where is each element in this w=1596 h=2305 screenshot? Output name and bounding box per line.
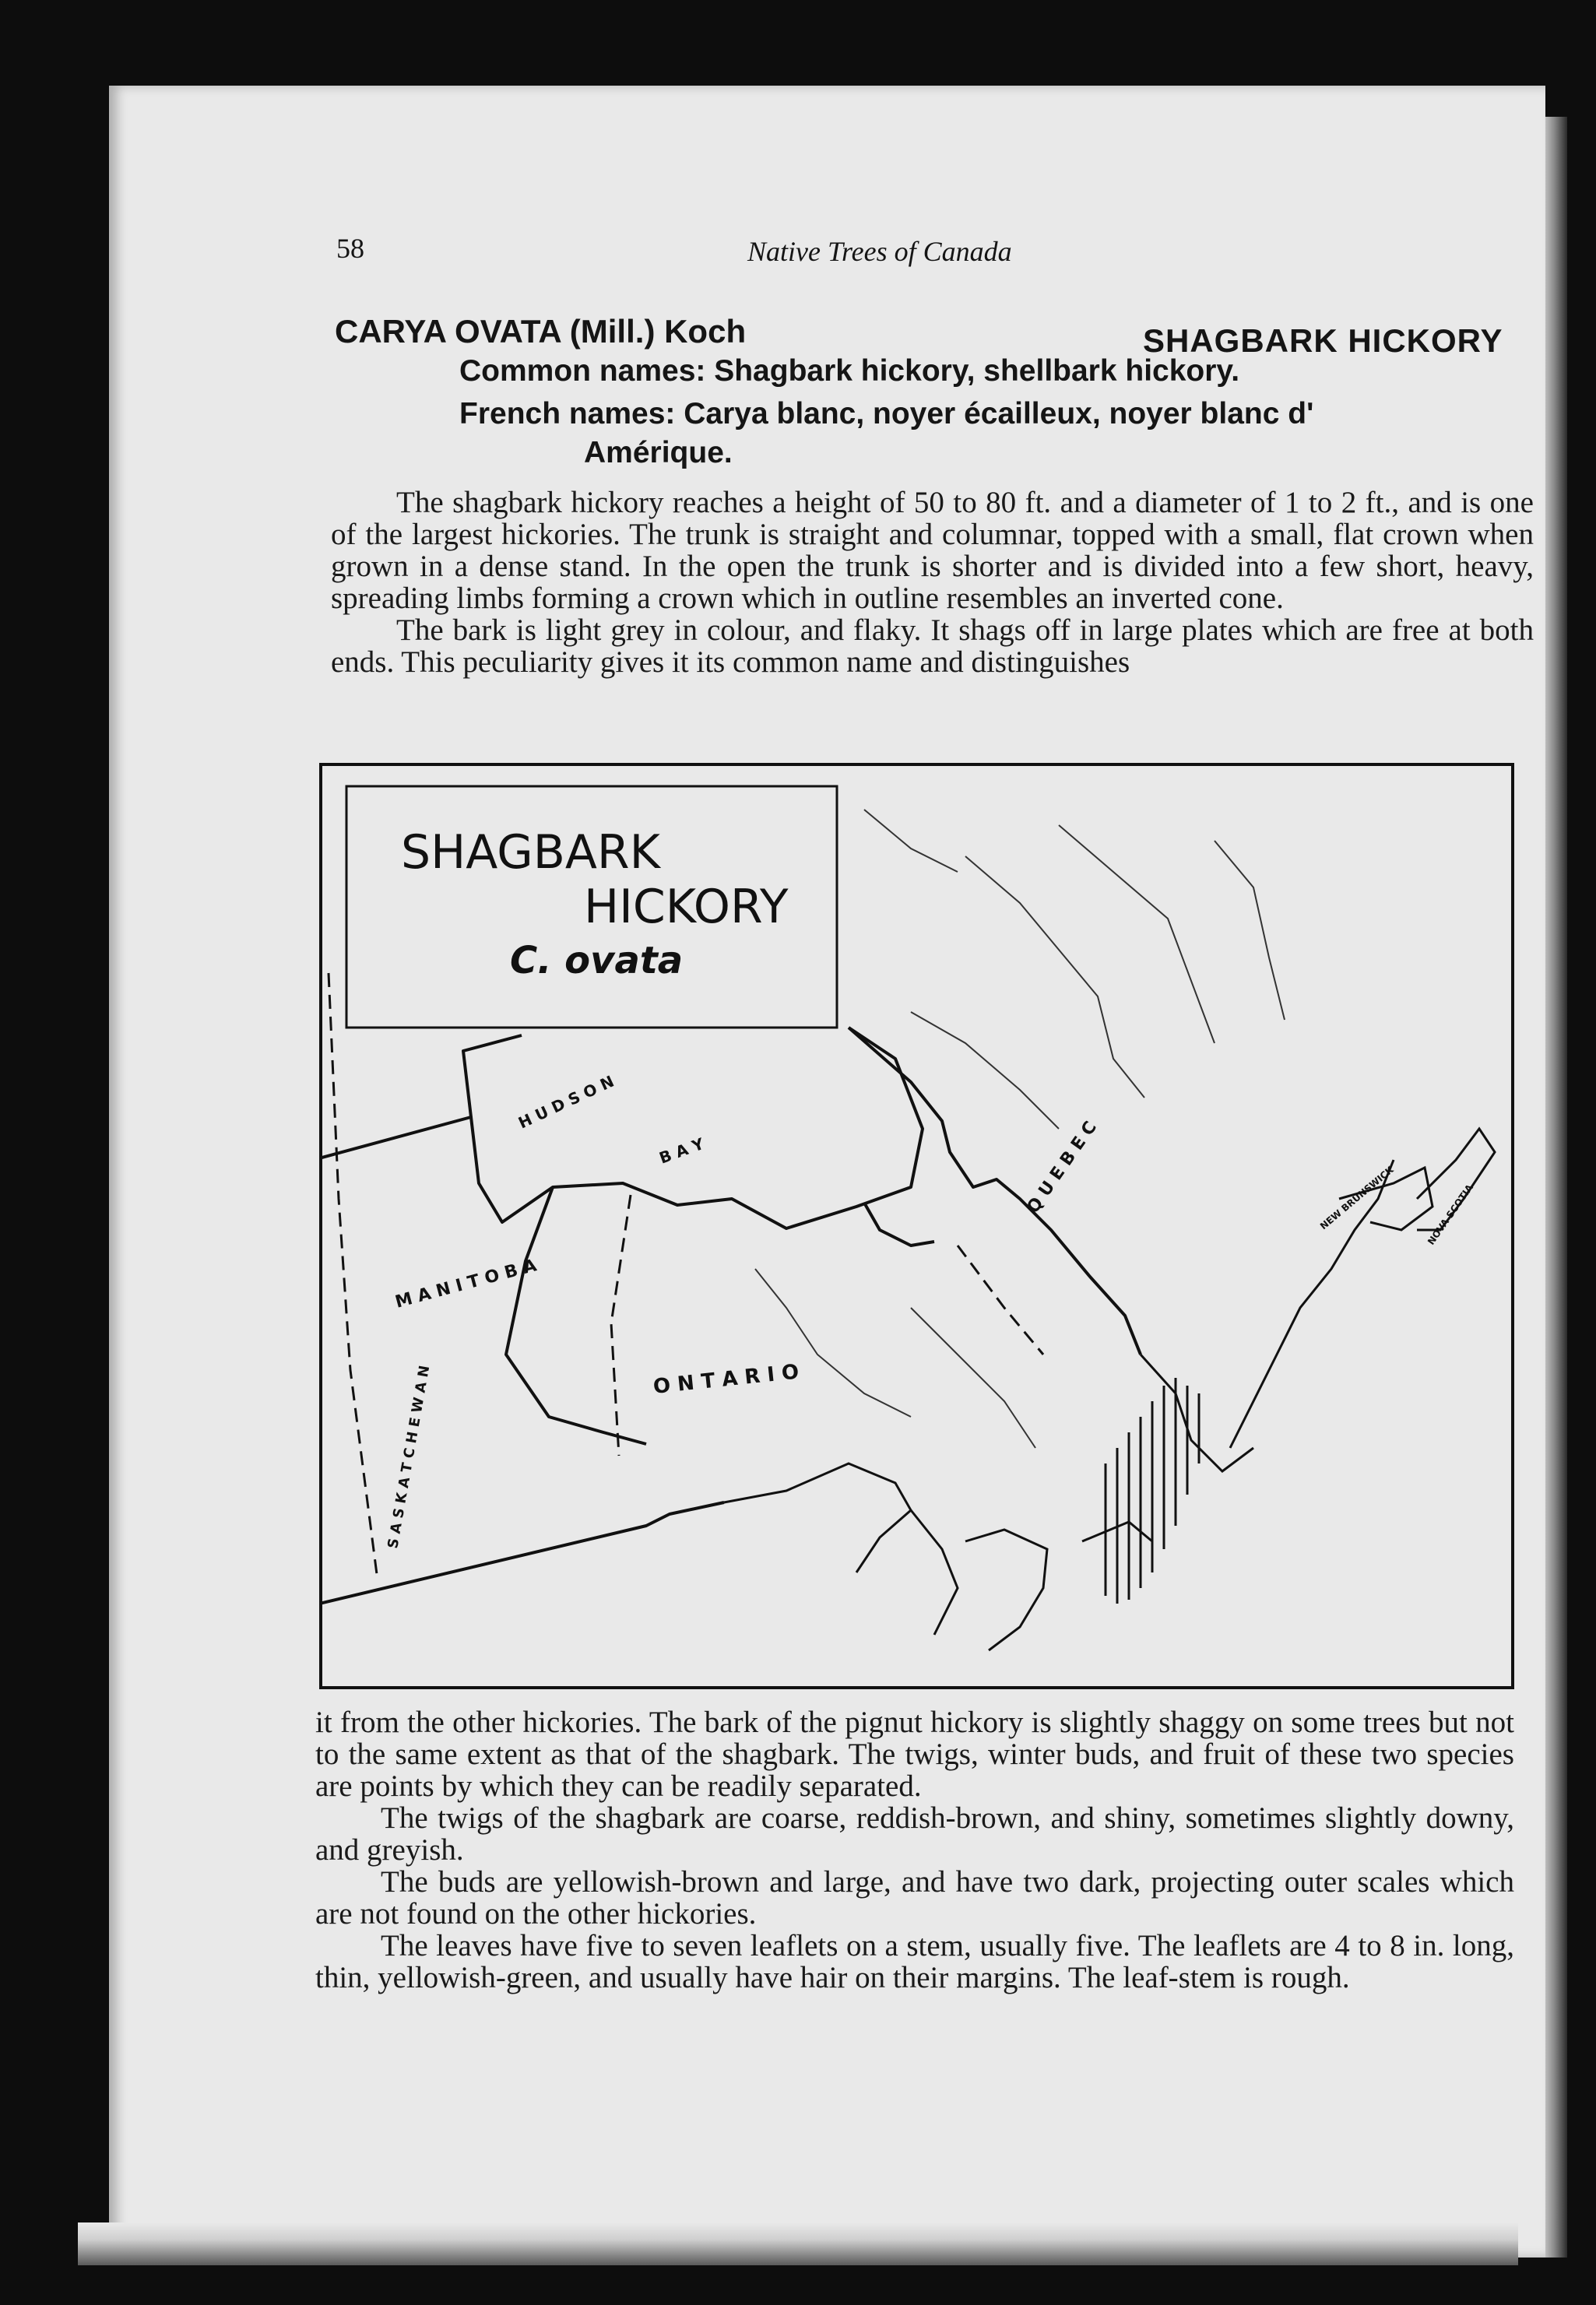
- label-bay: B A Y: [656, 1133, 707, 1168]
- range-map: [319, 763, 1514, 1689]
- great-lakes: [724, 1129, 1495, 1650]
- page-number: 58: [336, 233, 364, 264]
- paragraph-continued: it from the other hickories. The bark of the pignut hickory is slightly shaggy on some trees but not to the same extent as that of the shagbark. The twigs, winter buds, and fruit of these two species are points by which they can be readily separated.: [315, 1706, 1514, 1803]
- paragraph-leaves: The leaves have five to seven leaflets on a stem, usually five. The leaflets are 4 to 8 in. long, thin, yellowish-green, and usually have hair on their margins. The leaf-stem is rough.: [315, 1929, 1514, 1994]
- description-top: [331, 487, 1534, 678]
- label-ontario: O N T A R I O: [652, 1360, 800, 1399]
- french-names-line2: Amérique.: [584, 436, 733, 469]
- paragraph-height-trunk: The shagbark hickory reaches a height of 50 to 80 ft. and a diameter of 1 to 2 ft., and is one of the largest hickories. The trunk is straight and columnar, topped with a small, flat crown when grown in a dense stand. In the open the trunk is shorter and is divided into a few short, heavy, spreading limbs forming a crown which in outline resembles an inverted cone.: [331, 486, 1534, 615]
- hudson-bay-west: [463, 1035, 522, 1117]
- label-hudson: H U D S O N: [515, 1071, 617, 1133]
- french-names-line1: French names: Carya blanc, noyer écailleux, noyer blanc d': [459, 397, 1314, 430]
- paragraph-buds: The buds are yellowish-brown and large, and have two dark, projecting outer scales which are not found on the other hickories.: [315, 1865, 1514, 1931]
- label-quebec: Q U E B E C: [1023, 1118, 1101, 1218]
- species-latin-name: CARYA OVATA (Mill.) Koch: [335, 313, 747, 350]
- range-hatching: [1106, 1378, 1199, 1604]
- label-manitoba: M A N I T O B A: [393, 1256, 539, 1312]
- label-new-brunswick: NEW BRUNSWICK: [1317, 1164, 1396, 1232]
- description-bottom: [315, 1706, 1514, 1994]
- lake-superior: [724, 1463, 911, 1572]
- map-title-line2: HICKORY: [584, 880, 789, 934]
- label-saskatchewan: S A S K A T C H E W A N: [385, 1364, 434, 1550]
- manitoba-ontario-border: [611, 1195, 631, 1456]
- st-lawrence: [1141, 1355, 1253, 1471]
- species-english-name: SHAGBARK HICKORY: [1143, 322, 1503, 359]
- lake-erie: [965, 1530, 1047, 1650]
- page-bottom-edge: [78, 2222, 1518, 2265]
- rivers: [755, 810, 1285, 1448]
- running-title: Native Trees of Canada: [747, 236, 1012, 267]
- label-nova-scotia: NOVA SCOTIA: [1425, 1182, 1475, 1247]
- dashed-boundaries: [329, 973, 1043, 1580]
- gulf-coast: [1230, 1160, 1394, 1448]
- ontario-quebec-border: [958, 1246, 1043, 1355]
- paragraph-twigs: The twigs of the shagbark are coarse, reddish-brown, and shiny, sometimes slightly downy, and greyish.: [315, 1801, 1514, 1867]
- lake-nipigon: [864, 1203, 934, 1246]
- map-title-line1: SHAGBARK: [401, 825, 660, 880]
- page-edge-shadow: [1545, 117, 1567, 2258]
- common-names: Common names: Shagbark hickory, shellbark hickory.: [459, 354, 1240, 388]
- quebec-ontario-border: [849, 1028, 1141, 1355]
- us-border-west: [319, 1502, 724, 1604]
- hudson-bay-coast: [319, 1028, 923, 1228]
- map-frame: [321, 764, 1513, 1688]
- map-borders: [319, 1028, 1141, 1604]
- paragraph-bark: The bark is light grey in colour, and flaky. It shags off in large plates which are free at both ends. This peculiarity gives it its common name and distinguishes: [331, 613, 1534, 679]
- lake-huron: [911, 1510, 958, 1635]
- map-scientific-name: C. ovata: [510, 939, 684, 982]
- saskatchewan-manitoba-border: [329, 973, 378, 1580]
